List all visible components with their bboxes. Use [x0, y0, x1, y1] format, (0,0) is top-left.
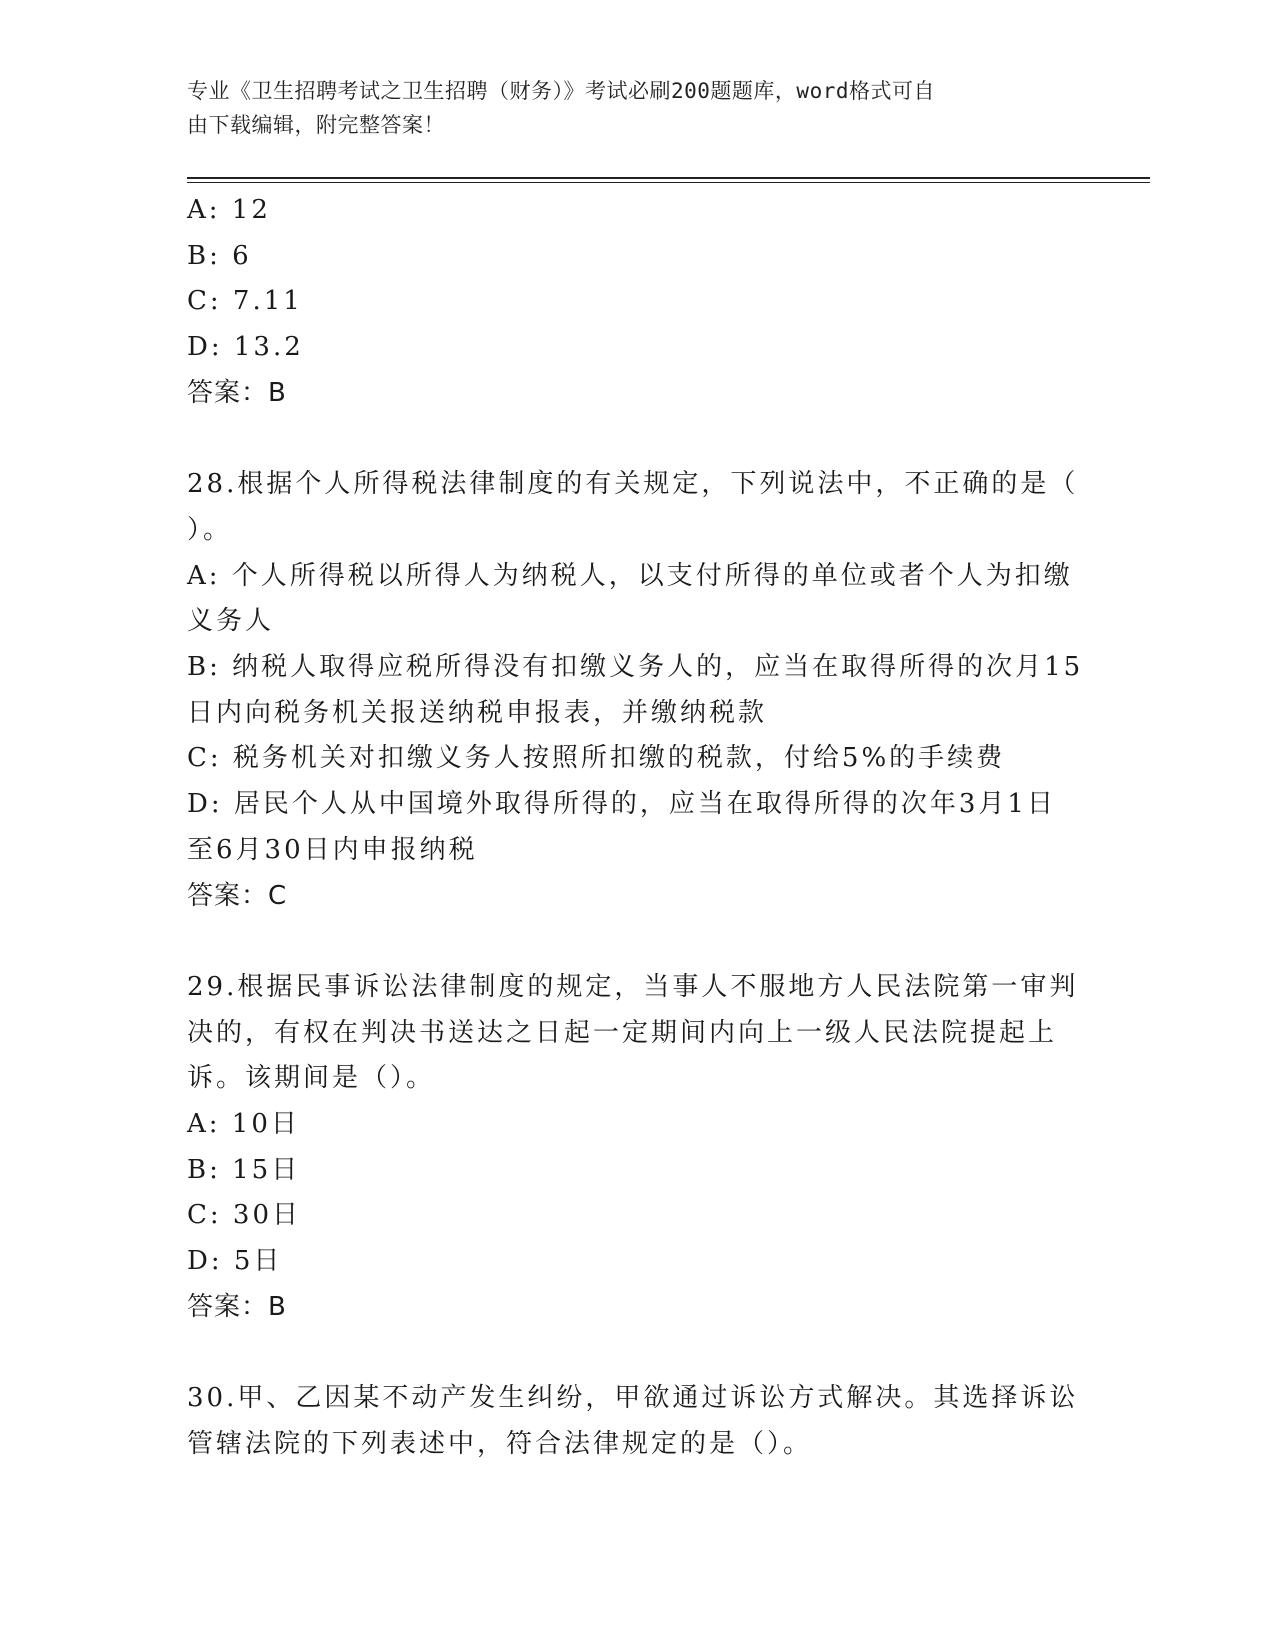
option-a: A: 个人所得税以所得人为纳税人，以支付所得的单位或者个人为扣缴	[187, 560, 1073, 591]
option-c: C: 30日	[187, 1200, 302, 1231]
option-b: 日内向税务机关报送纳税申报表，并缴纳税款	[187, 697, 768, 728]
question-28	[187, 462, 1087, 919]
spacer	[187, 919, 1087, 965]
answer: 答案：C	[187, 880, 288, 911]
option-c: C: 税务机关对扣缴义务人按照所扣缴的税款，付给5%的手续费	[187, 743, 1006, 774]
question-27	[187, 188, 1087, 417]
question-stem: 30.甲、乙因某不动产发生纠纷，甲欲通过诉讼方式解决。其选择诉讼	[187, 1383, 1079, 1414]
question-stem: 29.根据民事诉讼法律制度的规定，当事人不服地方人民法院第一审判	[187, 971, 1079, 1002]
option-a: A: 10日	[187, 1109, 300, 1140]
document-body	[187, 188, 1087, 1468]
option-b: B: 15日	[187, 1154, 301, 1185]
question-30	[187, 1376, 1087, 1467]
spacer	[187, 1331, 1087, 1377]
option-d: D: 居民个人从中国境外取得所得的，应当在取得所得的次年3月1日	[187, 789, 1056, 820]
question-stem: ）。	[187, 514, 233, 545]
answer: 答案：B	[187, 377, 287, 408]
header-divider-thick	[187, 177, 1150, 179]
option-b: B: 纳税人取得应税所得没有扣缴义务人的，应当在取得所得的次月15	[187, 652, 1084, 683]
header-divider-thin	[187, 182, 1150, 183]
option-a: 义务人	[187, 606, 275, 637]
header-line-1: 专业《卫生招聘考试之卫生招聘（财务）》考试必刷200题题库，word格式可自	[187, 79, 935, 103]
question-stem: 决的，有权在判决书送达之日起一定期间内向上一级人民法院提起上	[187, 1017, 1058, 1048]
question-stem: 诉。该期间是（）。	[187, 1063, 436, 1094]
option-a: A: 12	[187, 195, 271, 225]
option-c: C: 7.11	[187, 286, 303, 317]
option-d: D: 5日	[187, 1246, 283, 1277]
question-stem: 管辖法院的下列表述中，符合法律规定的是（）。	[187, 1428, 813, 1459]
option-d: D: 13.2	[187, 332, 304, 363]
page-header	[187, 74, 1067, 142]
header-line-2: 由下载编辑，附完整答案！	[187, 113, 445, 137]
answer: 答案：B	[187, 1291, 287, 1322]
spacer	[187, 417, 1087, 463]
question-stem: 28.根据个人所得税法律制度的有关规定，下列说法中，不正确的是（	[187, 469, 1079, 500]
question-29	[187, 965, 1087, 1331]
option-d: 至6月30日内申报纳税	[187, 834, 478, 865]
option-b: B: 6	[187, 240, 252, 271]
